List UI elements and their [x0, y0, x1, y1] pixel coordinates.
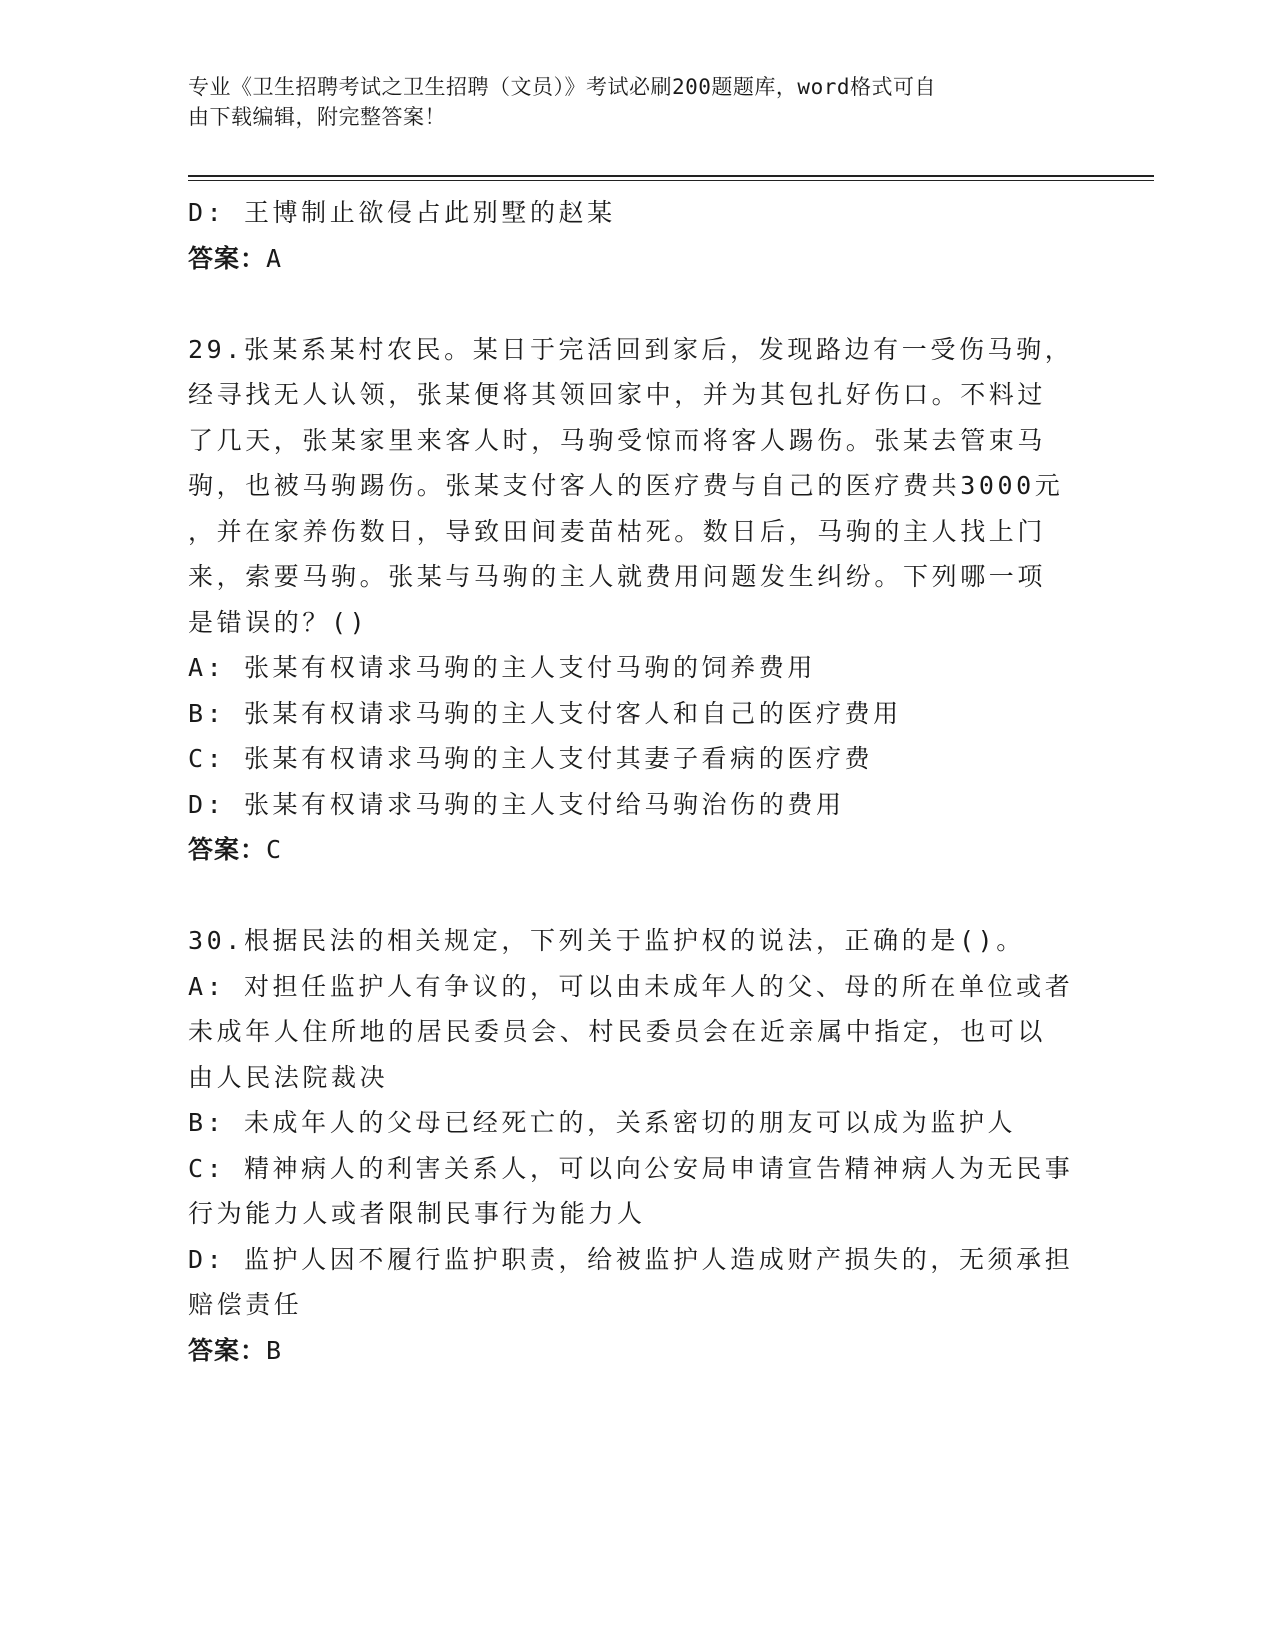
- prev-question-answer: [188, 236, 1088, 282]
- q30-option-line: B: 未成年人的父母已经死亡的，关系密切的朋友可以成为监护人: [188, 1108, 1017, 1137]
- q29-stem-line: 驹，也被马驹踢伤。张某支付客人的医疗费与自己的医疗费共3000元: [188, 471, 1064, 500]
- question-30: [188, 918, 1088, 1373]
- header-line-2: 由下载编辑，附完整答案！: [188, 105, 446, 129]
- answer-label: 答案：: [188, 243, 267, 273]
- answer-value: A: [266, 243, 283, 273]
- question-content: [188, 190, 1088, 1373]
- q29-option-b: B: 张某有权请求马驹的主人支付客人和自己的医疗费用: [188, 698, 902, 728]
- q30-option-line: C: 精神病人的利害关系人，可以向公安局申请宣告精神病人为无民事: [188, 1153, 1074, 1183]
- q30-option-line: 赔偿责任: [188, 1290, 303, 1319]
- q29-stem-line: 经寻找无人认领，张某便将其领回家中，并为其包扎好伤口。不料过: [188, 380, 1047, 409]
- q29-stem-line: 了几天，张某家里来客人时，马驹受惊而将客人踢伤。张某去管束马: [188, 425, 1047, 455]
- header-line-1: 专业《卫生招聘考试之卫生招聘（文员）》考试必刷200题题库，word格式可自: [188, 75, 936, 99]
- q30-answer: [188, 1328, 1088, 1374]
- q29-option-d: D: 张某有权请求马驹的主人支付给马驹治伤的费用: [188, 789, 845, 819]
- header-divider-thick: [188, 175, 1154, 177]
- spacer: [188, 873, 1088, 919]
- q29-stem-line: ，并在家养伤数日，导致田间麦苗枯死。数日后，马驹的主人找上门: [188, 516, 1047, 546]
- prev-question-option-d: D: 王博制止欲侵占此别墅的赵某: [188, 198, 616, 227]
- answer-label: 答案：: [188, 835, 267, 864]
- question-29: [188, 327, 1088, 873]
- q30-option-line: 由人民法院裁决: [188, 1062, 389, 1092]
- q30-option-line: D: 监护人因不履行监护职责，给被监护人造成财产损失的，无须承担: [188, 1244, 1074, 1274]
- q30-option-line: 未成年人住所地的居民委员会、村民委员会在近亲属中指定，也可以: [188, 1017, 1047, 1046]
- q29-option-c: C: 张某有权请求马驹的主人支付其妻子看病的医疗费: [188, 744, 874, 773]
- q29-stem-line: 来，索要马驹。张某与马驹的主人就费用问题发生纠纷。下列哪一项: [188, 562, 1047, 591]
- q30-stem-line: 30.根据民法的相关规定，下列关于监护权的说法，正确的是()。: [188, 926, 1025, 955]
- q30-option-line: A: 对担任监护人有争议的，可以由未成年人的父、母的所在单位或者: [188, 971, 1074, 1001]
- q29-stem-line: 29.张某系某村农民。某日于完活回到家后，发现路边有一受伤马驹，: [188, 334, 1074, 364]
- q29-option-a: A: 张某有权请求马驹的主人支付马驹的饲养费用: [188, 653, 816, 682]
- spacer: [188, 281, 1088, 327]
- answer-value: C: [266, 835, 283, 864]
- answer-label: 答案：: [188, 1335, 267, 1365]
- page-header: [188, 72, 1068, 132]
- header-divider-thin: [188, 180, 1154, 181]
- q30-option-line: 行为能力人或者限制民事行为能力人: [188, 1199, 646, 1228]
- q29-answer: [188, 827, 1088, 873]
- answer-value: B: [266, 1335, 283, 1365]
- q29-stem-line: 是错误的？(): [188, 607, 369, 637]
